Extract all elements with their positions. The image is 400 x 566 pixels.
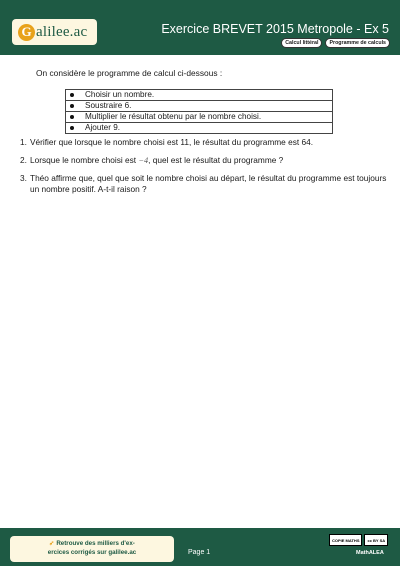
- program-step-text: Soustraire 6.: [85, 101, 132, 110]
- copie-maths-badge[interactable]: COPIE MATHS: [329, 534, 362, 546]
- question-2: [20, 155, 392, 166]
- tag-list: [281, 38, 390, 48]
- question-number: 1.: [20, 137, 27, 147]
- question-text: Vérifier que lorsque le nombre choisi est 11, le résultat du programme est 64.: [30, 137, 314, 147]
- program-step-text: Ajouter 9.: [85, 123, 121, 132]
- intro-text: On considère le programme de calcul ci-dessous :: [36, 68, 223, 78]
- exercise-title: Exercice BREVET 2015 Metropole - Ex 5: [161, 22, 389, 36]
- program-step: [66, 101, 333, 112]
- question-3: [20, 173, 392, 195]
- promo-line-1: Retrouve des milliers d'ex-: [56, 540, 135, 547]
- cc-license-badge[interactable]: cc BY SA: [364, 534, 388, 546]
- promo-line-2: ercices corrigés sur galilee.ac: [47, 549, 137, 556]
- program-step-text: Choisir un nombre.: [85, 90, 155, 99]
- question-number: 2.: [20, 155, 27, 165]
- bullet-icon: [70, 93, 74, 97]
- program-step: [66, 123, 333, 134]
- logo-g-icon: G: [18, 24, 35, 41]
- header-bar: [0, 0, 400, 55]
- question-list: [20, 137, 392, 202]
- bullet-icon: [70, 104, 74, 108]
- bullet-icon: [70, 126, 74, 130]
- promo-box[interactable]: [10, 536, 174, 562]
- question-number: 3.: [20, 173, 27, 183]
- rocket-icon: ➶: [49, 540, 55, 547]
- program-step: [66, 112, 333, 123]
- bullet-icon: [70, 115, 74, 119]
- question-1: [20, 137, 392, 148]
- galilee-logo[interactable]: [12, 19, 97, 45]
- page-number: Page 1: [188, 549, 211, 556]
- brand-name: MathALEA: [356, 550, 384, 556]
- program-table: [65, 89, 333, 134]
- question-text: Lorsque le nombre choisi est −4, quel est le résultat du programme ?: [30, 155, 284, 165]
- program-step: [66, 90, 333, 101]
- license-badges: [329, 534, 388, 546]
- question-text: Théo affirme que, quel que soit le nombre choisi au départ, le résultat du programme est toujours un nombre positif. A-t-il raison ?: [30, 173, 387, 194]
- program-step-text: Multiplier le résultat obtenu par le nombre choisi.: [85, 112, 262, 121]
- logo-text: alilee.ac: [36, 23, 88, 40]
- tag-calcul-litteral[interactable]: Calcul littéral: [281, 38, 322, 48]
- math-value: −4: [138, 156, 149, 165]
- tag-programme-de-calculs[interactable]: Programme de calculs: [325, 38, 390, 48]
